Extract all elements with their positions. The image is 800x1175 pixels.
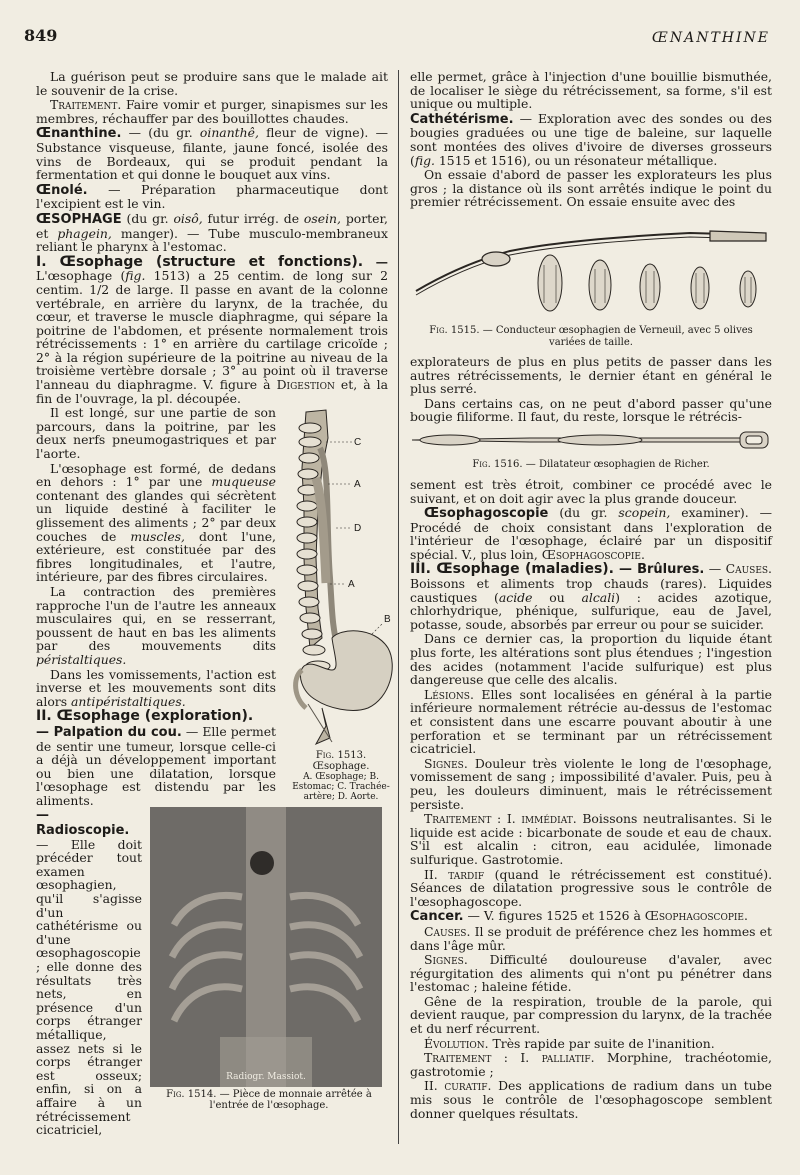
paragraph: Dans certains cas, on ne peut d'abord passer qu'une bougie filiforme. Il faut, du reste, lorsque le rétrécis-: [410, 395, 772, 425]
section-title: II. Œsophage (exploration).: [36, 708, 254, 725]
paragraph: Gêne de la respiration, trouble de la parole, qui devient rauque, par compression du larynx, de la trachée et du nerf récurrent.: [410, 993, 772, 1037]
figure-1515-caption: Fig. 1515. — Conducteur œsophagien de Verneuil, avec 5 olives variées de taille.: [429, 324, 753, 348]
entry-oesophage: ŒSOPHAGE (du gr. oisô, futur irrég. de osein, porter, et phagein, manger). — Tube musculo-membraneux reliant le pharynx à l'estomac.: [36, 210, 388, 255]
verneuil-conductor-illustration: [410, 215, 772, 325]
photo-credit: Radiogr. Massiot.: [226, 1071, 306, 1082]
label-a: A: [354, 479, 361, 491]
headword: Œnanthine.: [36, 126, 122, 142]
paragraph: Traitement. Faire vomir et purger, sinapismes sur les membres, réchauffer par des bouillottes chaudes.: [36, 97, 388, 126]
paragraph: Signes. Douleur très violente le long de l'œsophage, vomissement de sang ; impossibilité d'avaler. Puis, peu à peu, les douleurs diminuent, mais le rétrécissement persiste.: [410, 755, 772, 812]
oesophagus-illustration: [282, 408, 400, 748]
entry-catheterisme: Cathétérisme. — Exploration avec des sondes ou des bougies graduées ou une tige de baleine, sur laquelle sont montées des olives d'ivoire de diverses grosseurs (fig. 1515 et 1516), ou un résonateur métallique.: [410, 110, 772, 168]
figure-1513-caption: Fig. 1513. Œsophage. A. Œsophage; B. Estomac; C. Trachée-artère; D. Aorte.: [292, 750, 390, 803]
right-column: [410, 70, 772, 1121]
paragraph: Lésions. Elles sont localisées en général à la partie inférieure normalement rétrécie au-dessus de l'estomac et consistent dans une escarre pouvant aboutir à une perforation et se terminant par un rétrécissement cicatriciel.: [410, 686, 772, 757]
headword: Œnolé.: [36, 182, 88, 198]
paragraph: explorateurs de plus en plus petits de passer dans les autres rétrécissements, le dernier étant en général le plus serré.: [410, 353, 772, 397]
paragraph: On essaie d'abord de passer les explorateurs les plus gros ; la distance où ils sont arrêtés indique le point du premier rétrécissement. On essaie ensuite avec des: [410, 167, 772, 210]
paragraph: La guérison peut se produire sans que le malade ait le souvenir de la crise.: [36, 69, 388, 98]
running-head: ŒNANTHINE: [651, 30, 770, 46]
page-header: [24, 26, 770, 50]
xray-image: [150, 807, 382, 1087]
paragraph: Évolution. Très rapide par suite de l'inanition.: [424, 1035, 715, 1051]
figure-1514: [150, 807, 388, 1115]
paragraph: — Radioscopie. — Elle doit précéder tout examen œsophagien, qu'il s'agisse d'un cathétérisme ou d'une œsophagoscopie ; elle donne des résultats très nets, en présence d'un corps étranger métallique, assez nets si le corps étranger est osseux; enfin, si on a affaire à un rétrécissement cicatriciel,: [36, 808, 142, 1138]
figure-1514-caption: Fig. 1514. — Pièce de monnaie arrêtée à l'entrée de l'œsophage.: [166, 1089, 372, 1112]
richer-dilator-illustration: [410, 430, 772, 450]
paragraph: elle permet, grâce à l'injection d'une bouillie bismuthée, de localiser le siège du rétrécissement, sa forme, s'il est unique ou multiple.: [410, 69, 772, 112]
section-title: I. Œsophage (structure et fonctions).: [36, 253, 364, 270]
paragraph: L'œsophage est formé, de dedans en dehors : 1° par une muqueuse contenant des glandes qui sécrètent un liquide destiné à faciliter le glissement des aliments ; 2° par deux couches de muscles, dont l'une, extérieure, est constituée par des fibres longitudinales, et l'autre, intérieure, par des fibres circulaires.: [36, 460, 276, 585]
figure-1516: [410, 430, 772, 474]
paragraph: Signes. Difficulté douloureuse d'avaler, avec régurgitation des aliments qui n'ont pu pénétrer dans l'estomac ; haleine fétide.: [410, 952, 772, 995]
label-c: C: [354, 437, 362, 449]
figure-1513: [282, 408, 400, 803]
section-1: I. Œsophage (structure et fonctions). — L'œsophage (fig. 1513) a 25 centim. de long sur 2 centim. 1/2 de large. Il passe en avant de la colonne vertébrale, en arrière du larynx, de la trachée, du cœur, et traverse le muscle diaphragme, qui sépare la poitrine de l'abdomen, et présente normalement trois rétrécissements : 1° en arrière du cartilage cricoïde ; 2° à la région supérieure de la poitrine au niveau de la troisième vertèbre dorsale ; 3° au point où il traverse l'anneau du diaphragme. V. figure à Digestion et, à la fin de l'ouvrage, la pl. découpée.: [36, 253, 388, 406]
entry-oenole: Œnolé. — Préparation pharmaceutique dont l'excipient est le vin.: [36, 181, 388, 212]
entry-oenanthine: Œnanthine. — (du gr. oinanthê, fleur de vigne). — Substance visqueuse, filante, jaune foncé, isolée des vins de Bordeaux, qui se produit pendant la fermentation et qui donne le bouquet aux vins.: [36, 125, 388, 183]
page-number: 849: [24, 26, 58, 45]
headword: Cathétérisme.: [410, 111, 514, 127]
paragraph: Traitement : I. immédiat. Boissons neutralisantes. Si le liquide est acide : bicarbonate de soude et eau de chaux. S'il est alcalin : citron, eau acidulée, limonade sulfurique. Gastrotomie.: [410, 811, 772, 867]
figure-1516-caption: Fig. 1516. — Dilatateur œsophagien de Richer.: [472, 458, 710, 470]
paragraph: — Palpation du cou. — Elle permet de sentir une tumeur, lorsque celle-ci a déjà un développement important ou bien une dilatation, lorsque l'œsophage est distendu par les aliments.: [36, 723, 277, 808]
figure-1515: [410, 215, 772, 351]
radiograph: [150, 807, 382, 1087]
entry-oesophagoscopie: Œsophagoscopie (du gr. scopein, examiner). — Procédé de choix consistant dans l'exploration de l'intérieur de l'œsophage, éclairé par un dispositif spécial. V., plus loin, Œsophagoscopie.: [410, 505, 772, 562]
label-b: B: [384, 614, 391, 626]
paragraph: La contraction des premières rapproche l'un de l'autre les anneaux musculaires qui, en se resserrant, poussent de haut en bas les aliments par des mouvements dits péristaltiques.: [36, 583, 276, 667]
headword: Œsophagoscopie: [424, 506, 549, 522]
paragraph: sement est très étroit, combiner ce procédé avec le suivant, et on doit agir avec la plus grande douceur.: [410, 476, 772, 506]
paragraph: Traitement : I. palliatif. Morphine, trachéotomie, gastrotomie ;: [410, 1050, 772, 1079]
label-d: D: [354, 523, 362, 535]
paragraph: Causes. Il se produit de préférence chez les hommes et dans l'âge mûr.: [410, 923, 772, 953]
headword: Cancer.: [410, 909, 464, 925]
paragraph: Dans les vomissements, l'action est inverse et les mouvements sont dits alors antipéristaltiques.: [36, 666, 276, 709]
headword: ŒSOPHAGE: [36, 211, 122, 227]
section-3: III. Œsophage (maladies). — Brûlures. — Causes. Boissons et aliments trop chauds (rares). Liquides caustiques (acide ou alcali) : acides azotique, chlorhydrique, phénique, sulfurique, eau de Javel, potasse, soude, absorbés par erreur ou pour se suicider.: [410, 561, 772, 632]
paragraph: II. tardif (quand le rétrécissement est constitué). Séances de dilatation progressive sous le contrôle de l'œsophagoscope.: [410, 866, 773, 909]
paragraph: Il est longé, sur une partie de son parcours, dans la poitrine, par les deux nerfs pneumogastriques et par l'aorte.: [36, 405, 276, 462]
entry-cancer: Cancer. — V. figures 1525 et 1526 à Œsophagoscopie.: [410, 908, 748, 925]
section-title: III. Œsophage (maladies).: [410, 561, 615, 578]
paragraph: Dans ce dernier cas, la proportion du liquide étant plus forte, les altérations sont plus étendues ; l'ingestion des acides (notamment l'acide sulfurique) est plus dangereuse que celle des alcalis.: [410, 631, 772, 688]
paragraph: II. curatif. Des applications de radium dans un tube mis sous le contrôle de l'œsophagoscope semblent donner quelques résultats.: [410, 1078, 772, 1121]
label-a-lower: A: [348, 579, 355, 591]
left-column: [36, 69, 391, 1138]
